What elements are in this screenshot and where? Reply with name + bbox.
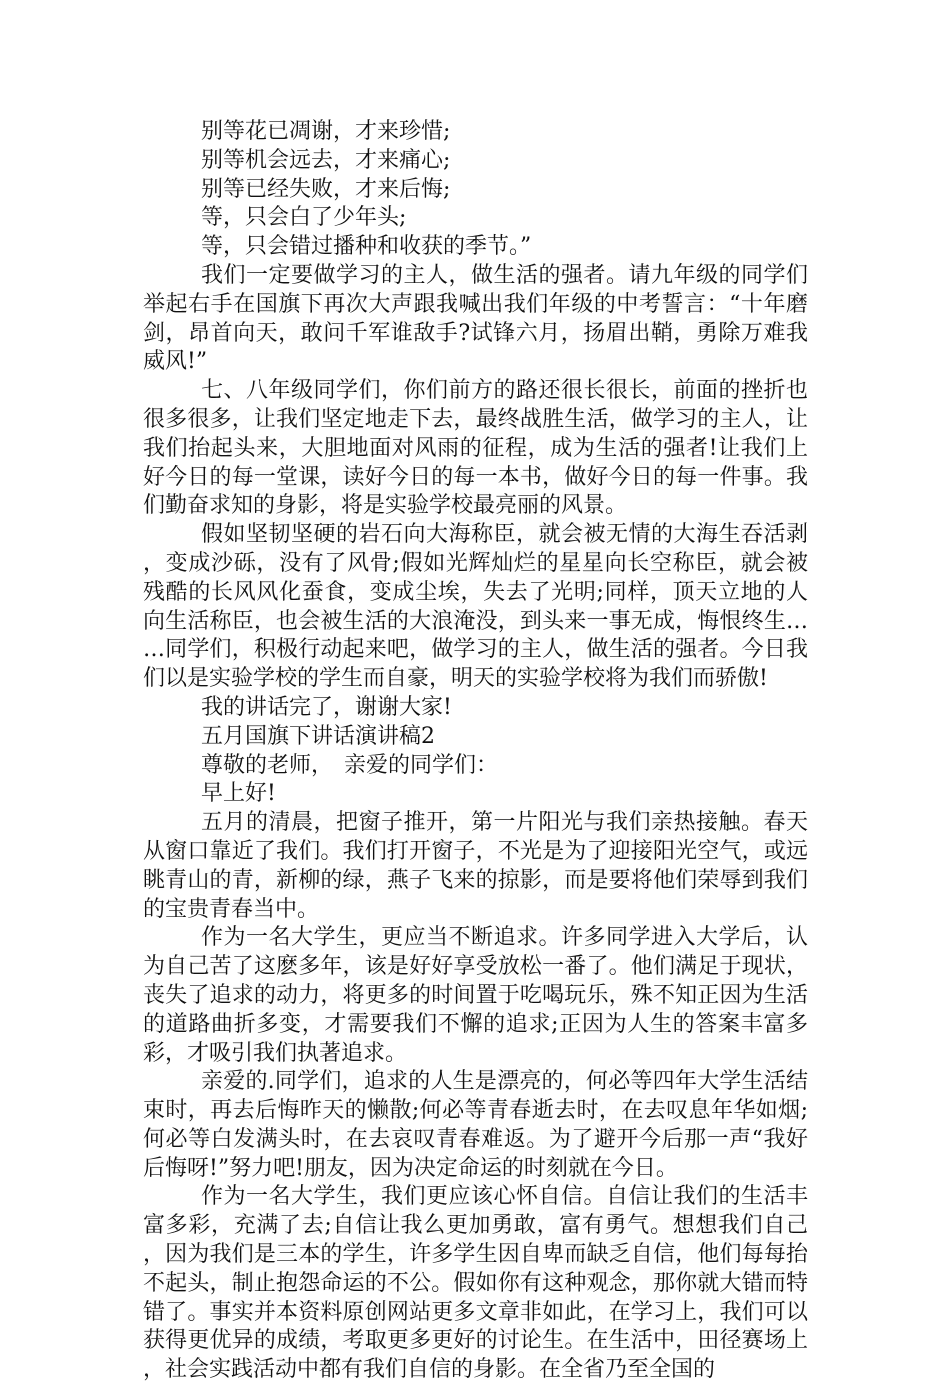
greeting: 早上好! [201, 781, 276, 807]
paragraph: 我们一定要做学习的主人，做生活的强者。请九年级的同学们举起右手在国旗下再次大声跟我喊出我们年级的中考誓言：“十年磨剑，昂首向天，敢问千军谁敌手?试锋六月，扬眉出鞘，勇除万难我威风!” [143, 262, 808, 375]
section-title: 五月国旗下讲话演讲稿2 [201, 723, 435, 749]
salutation: 尊敬的老师， 亲爱的同学们： [201, 752, 499, 778]
paragraph: 假如坚韧坚硬的岩石向大海称臣，就会被无情的大海生吞活剥，变成沙砾，没有了风骨;假如光辉灿烂的星星向长空称臣，就会被残酷的长风风化蚕食，变成尘埃，失去了光明;同样，顶天立地的人向生活称臣，也会被生活的大浪淹没，到头来一事无成，悔恨终生……同学们，积极行动起来吧，做学习的主人，做生活的强者。今日我们以是实验学校的学生而自豪，明天的实验学校将为我们而骄傲! [143, 522, 808, 692]
paragraph: 七、八年级同学们，你们前方的路还很长很长，前面的挫折也很多很多，让我们坚定地走下去，最终战胜生活，做学习的主人，让我们抬起头来，大胆地面对风雨的征程，成为生活的强者!让我们上好今日的每一堂课，读好今日的每一本书，做好今日的每一件事。我们勤奋求知的身影，将是实验学校最亮丽的风景。 [143, 378, 808, 519]
paragraph: 等，只会错过播种和收获的季节。” [201, 234, 532, 260]
paragraph: 别等机会远去，才来痛心; [201, 147, 451, 173]
paragraph: 我的讲话完了，谢谢大家! [201, 694, 452, 720]
paragraph: 别等已经失败，才来后悔; [201, 176, 451, 202]
paragraph: 等，只会白了少年头; [201, 205, 407, 231]
paragraph: 五月的清晨，把窗子推开，第一片阳光与我们亲热接触。春天从窗口靠近了我们。我们打开窗子，不光是为了迎接阳光空气，或远眺青山的青，新柳的绿，燕子飞来的掠影，而是要将他们荣辱到我们的宝贵青春当中。 [143, 810, 808, 922]
paragraph: 亲爱的.同学们，追求的人生是漂亮的，何必等四年大学生活结束时，再去后悔昨天的懒散;何必等青春逝去时，在去叹息年华如烟;何必等白发满头时，在去哀叹青春难返。为了避开今后那一声“我好后悔呀!”努力吧!朋友，因为决定命运的时刻就在今日。 [143, 1069, 808, 1181]
paragraph: 作为一名大学生，更应当不断追求。许多同学进入大学后，认为自己苦了这麽多年，该是好好享受放松一番了。他们满足于现状，丧失了追求的动力，将更多的时间置于吃喝玩乐，殊不知正因为生活的道路曲折多变，才需要我们不懈的追求;正因为人生的答案丰富多彩，才吸引我们执著追求。 [143, 925, 808, 1066]
paragraph: 作为一名大学生，我们更应该心怀自信。自信让我们的生活丰富多彩，充满了去;自信让我么更加勇敢，富有勇气。想想我们自己，因为我们是三本的学生，许多学生因自卑而缺乏自信，他们每每抬不起头，制止抱怨命运的不公。假如你有这种观念，那你就大错而特错了。事实并本资料原创网站更多文章非如此，在学习上，我们可以获得更优异的成绩，考取更多更好的讨论生。在生活中，田径赛场上，社会实践活动中都有我们自信的身影。在全省乃至全国的 [143, 1184, 808, 1383]
paragraph: 别等花已凋谢，才来珍惜; [201, 119, 451, 144]
document-body [143, 118, 808, 1385]
